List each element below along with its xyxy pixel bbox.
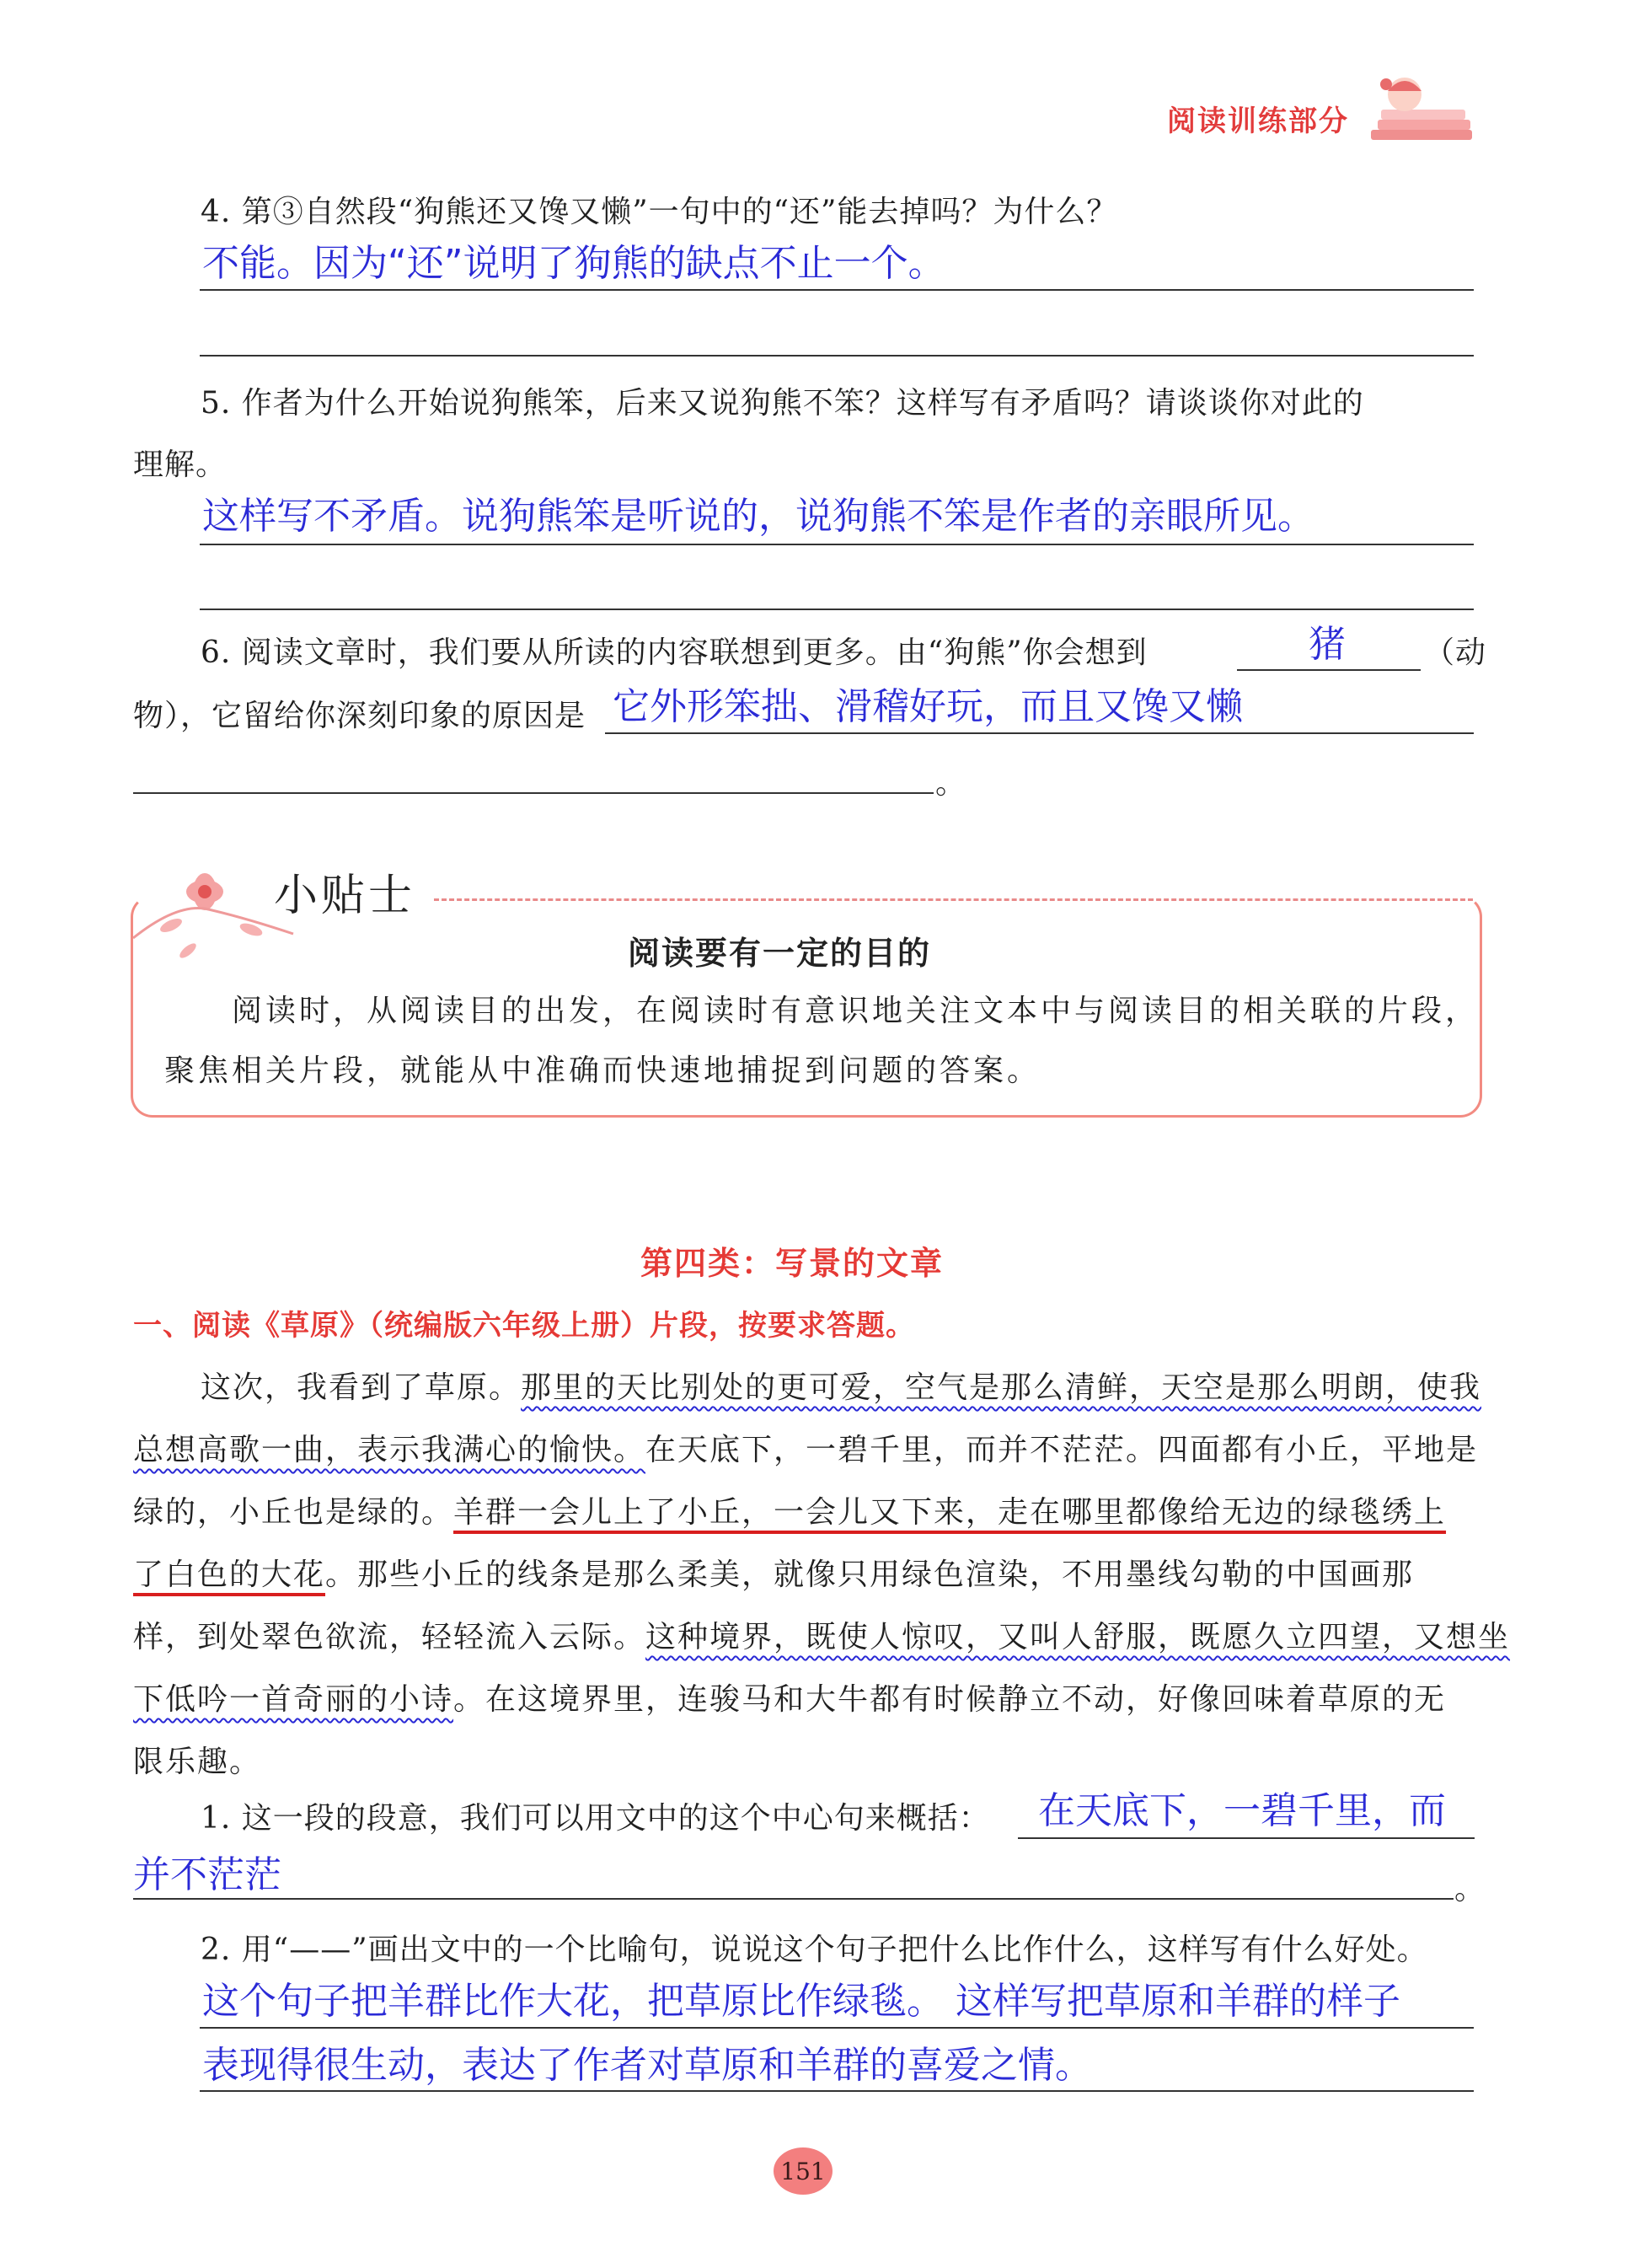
books-girl-icon [1352, 67, 1479, 152]
passage-line-7: 限乐趣。 [133, 1745, 262, 1779]
q6-answer-reason: 它外形笨拙、滑稽好玩，而且又馋又懒 [613, 685, 1243, 728]
q5-question-line2: 理解。 [133, 448, 228, 482]
passage-line-6 [133, 1676, 1446, 1718]
tip-line1: 阅读时，从阅读目的出发，在阅读时有意识地关注文本中与阅读目的相关联的片段， [232, 994, 1480, 1028]
wavy-underlined-text: 那里的天比别处的更可爱，空气是那么清鲜，天空是那么明朗，使我 [521, 1370, 1482, 1405]
section-task: 一、阅读《草原》（统编版六年级上册）片段，按要求答题。 [133, 1309, 915, 1343]
wavy-underlined-text: 总想高歌一曲，表示我满心的愉快。 [133, 1433, 646, 1467]
red-underlined-text: 了白色的大花 [133, 1558, 326, 1592]
passage-line-1 [201, 1364, 1481, 1407]
q5-question-line1: 5. 作者为什么开始说狗熊笨，后来又说狗熊不笨？这样写有矛盾吗？请谈谈你对此的 [201, 386, 1364, 421]
passage-text: 。那些小丘的线条是那么柔美，就像只用绿色渲染，不用墨线勾勒的中国画那 [325, 1558, 1415, 1592]
p2-question: 2. 用“——”画出文中的一个比喻句，说说这个句子把什么比作什么，这样写有什么好处。 [201, 1933, 1428, 1967]
p1-end: 。 [1454, 1872, 1486, 1906]
passage-line-5 [133, 1613, 1510, 1656]
q4-answer: 不能。因为“还”说明了狗熊的缺点不止一个。 [202, 242, 945, 285]
q6-line1-suffix: （动 [1424, 635, 1487, 670]
q4-answer-line-1 [200, 289, 1474, 291]
q6-answer-animal: 猪 [1309, 623, 1346, 666]
p1-blank-1 [1018, 1837, 1475, 1839]
header-label: 阅读训练部分 [1167, 105, 1349, 138]
p1-answer-line2: 并不茫茫 [133, 1853, 281, 1896]
passage-line-4 [133, 1551, 1414, 1594]
wavy-underlined-text: 下低吟一首奇丽的小诗 [133, 1682, 454, 1717]
p2-answer-line2: 表现得很生动，表达了作者对草原和羊群的喜爱之情。 [202, 2044, 1092, 2087]
p2-answer-line1: 这个句子把羊群比作大花，把草原比作绿毯。 这样写把草原和羊群的样子 [202, 1980, 1400, 2023]
passage-text: 。在这境界里，连骏马和大牛都有时候静立不动，好像回味着草原的无 [453, 1682, 1447, 1717]
p1-question: 1. 这一段的段意，我们可以用文中的这个中心句来概括： [201, 1801, 990, 1836]
q5-answer: 这样写不矛盾。说狗熊笨是听说的，说狗熊不笨是作者的亲眼所见。 [202, 495, 1314, 538]
q6-blank-line3 [133, 792, 934, 794]
q6-blank-animal [1237, 669, 1421, 671]
q5-answer-line-2 [200, 609, 1474, 610]
p1-blank-2 [133, 1898, 1454, 1900]
passage-line-3 [133, 1488, 1446, 1531]
section-heading: 第四类：写景的文章 [640, 1245, 945, 1282]
q6-blank-reason [605, 732, 1474, 734]
page-number: 151 [780, 2157, 826, 2185]
q4-answer-line-2 [200, 355, 1474, 357]
red-underlined-text: 羊群一会儿上了小丘，一会儿又下来，走在哪里都像给无边的绿毯绣上 [453, 1495, 1447, 1530]
page-number-badge [774, 2147, 833, 2195]
p2-answer-rule-2 [200, 2090, 1474, 2092]
p1-answer-line1: 在天底下，一碧千里，而 [1038, 1789, 1446, 1832]
q6-line3-end: 。 [935, 766, 967, 801]
passage-text: 样，到处翠色欲流，轻轻流入云际。 [133, 1620, 646, 1654]
q6-line2: 物），它留给你深刻印象的原因是 [133, 699, 586, 733]
q5-answer-line-1 [200, 544, 1474, 545]
q4-question: 4. 第③自然段“狗熊还又馋又懒”一句中的“还”能去掉吗？为什么？ [201, 195, 1118, 229]
passage-text: 绿的，小丘也是绿的。 [133, 1495, 454, 1530]
p2-answer-rule-1 [200, 2027, 1474, 2029]
tip-line2: 聚焦相关片段，就能从中准确而快速地捕捉到问题的答案。 [164, 1054, 1041, 1088]
passage-text: 在天底下，一碧千里，而并不茫茫。四面都有小丘，平地是 [645, 1433, 1479, 1467]
passage-text: 这次，我看到了草原。 [201, 1370, 522, 1405]
tip-title: 阅读要有一定的目的 [628, 935, 932, 972]
q6-line1: 6. 阅读文章时，我们要从所读的内容联想到更多。由“狗熊”你会想到 [201, 635, 1148, 670]
tip-label: 小贴士 [274, 871, 416, 921]
wavy-underlined-text: 这种境界，既使人惊叹，又叫人舒服，既愿久立四望，又想坐 [645, 1620, 1511, 1654]
passage-line-2 [133, 1426, 1478, 1469]
